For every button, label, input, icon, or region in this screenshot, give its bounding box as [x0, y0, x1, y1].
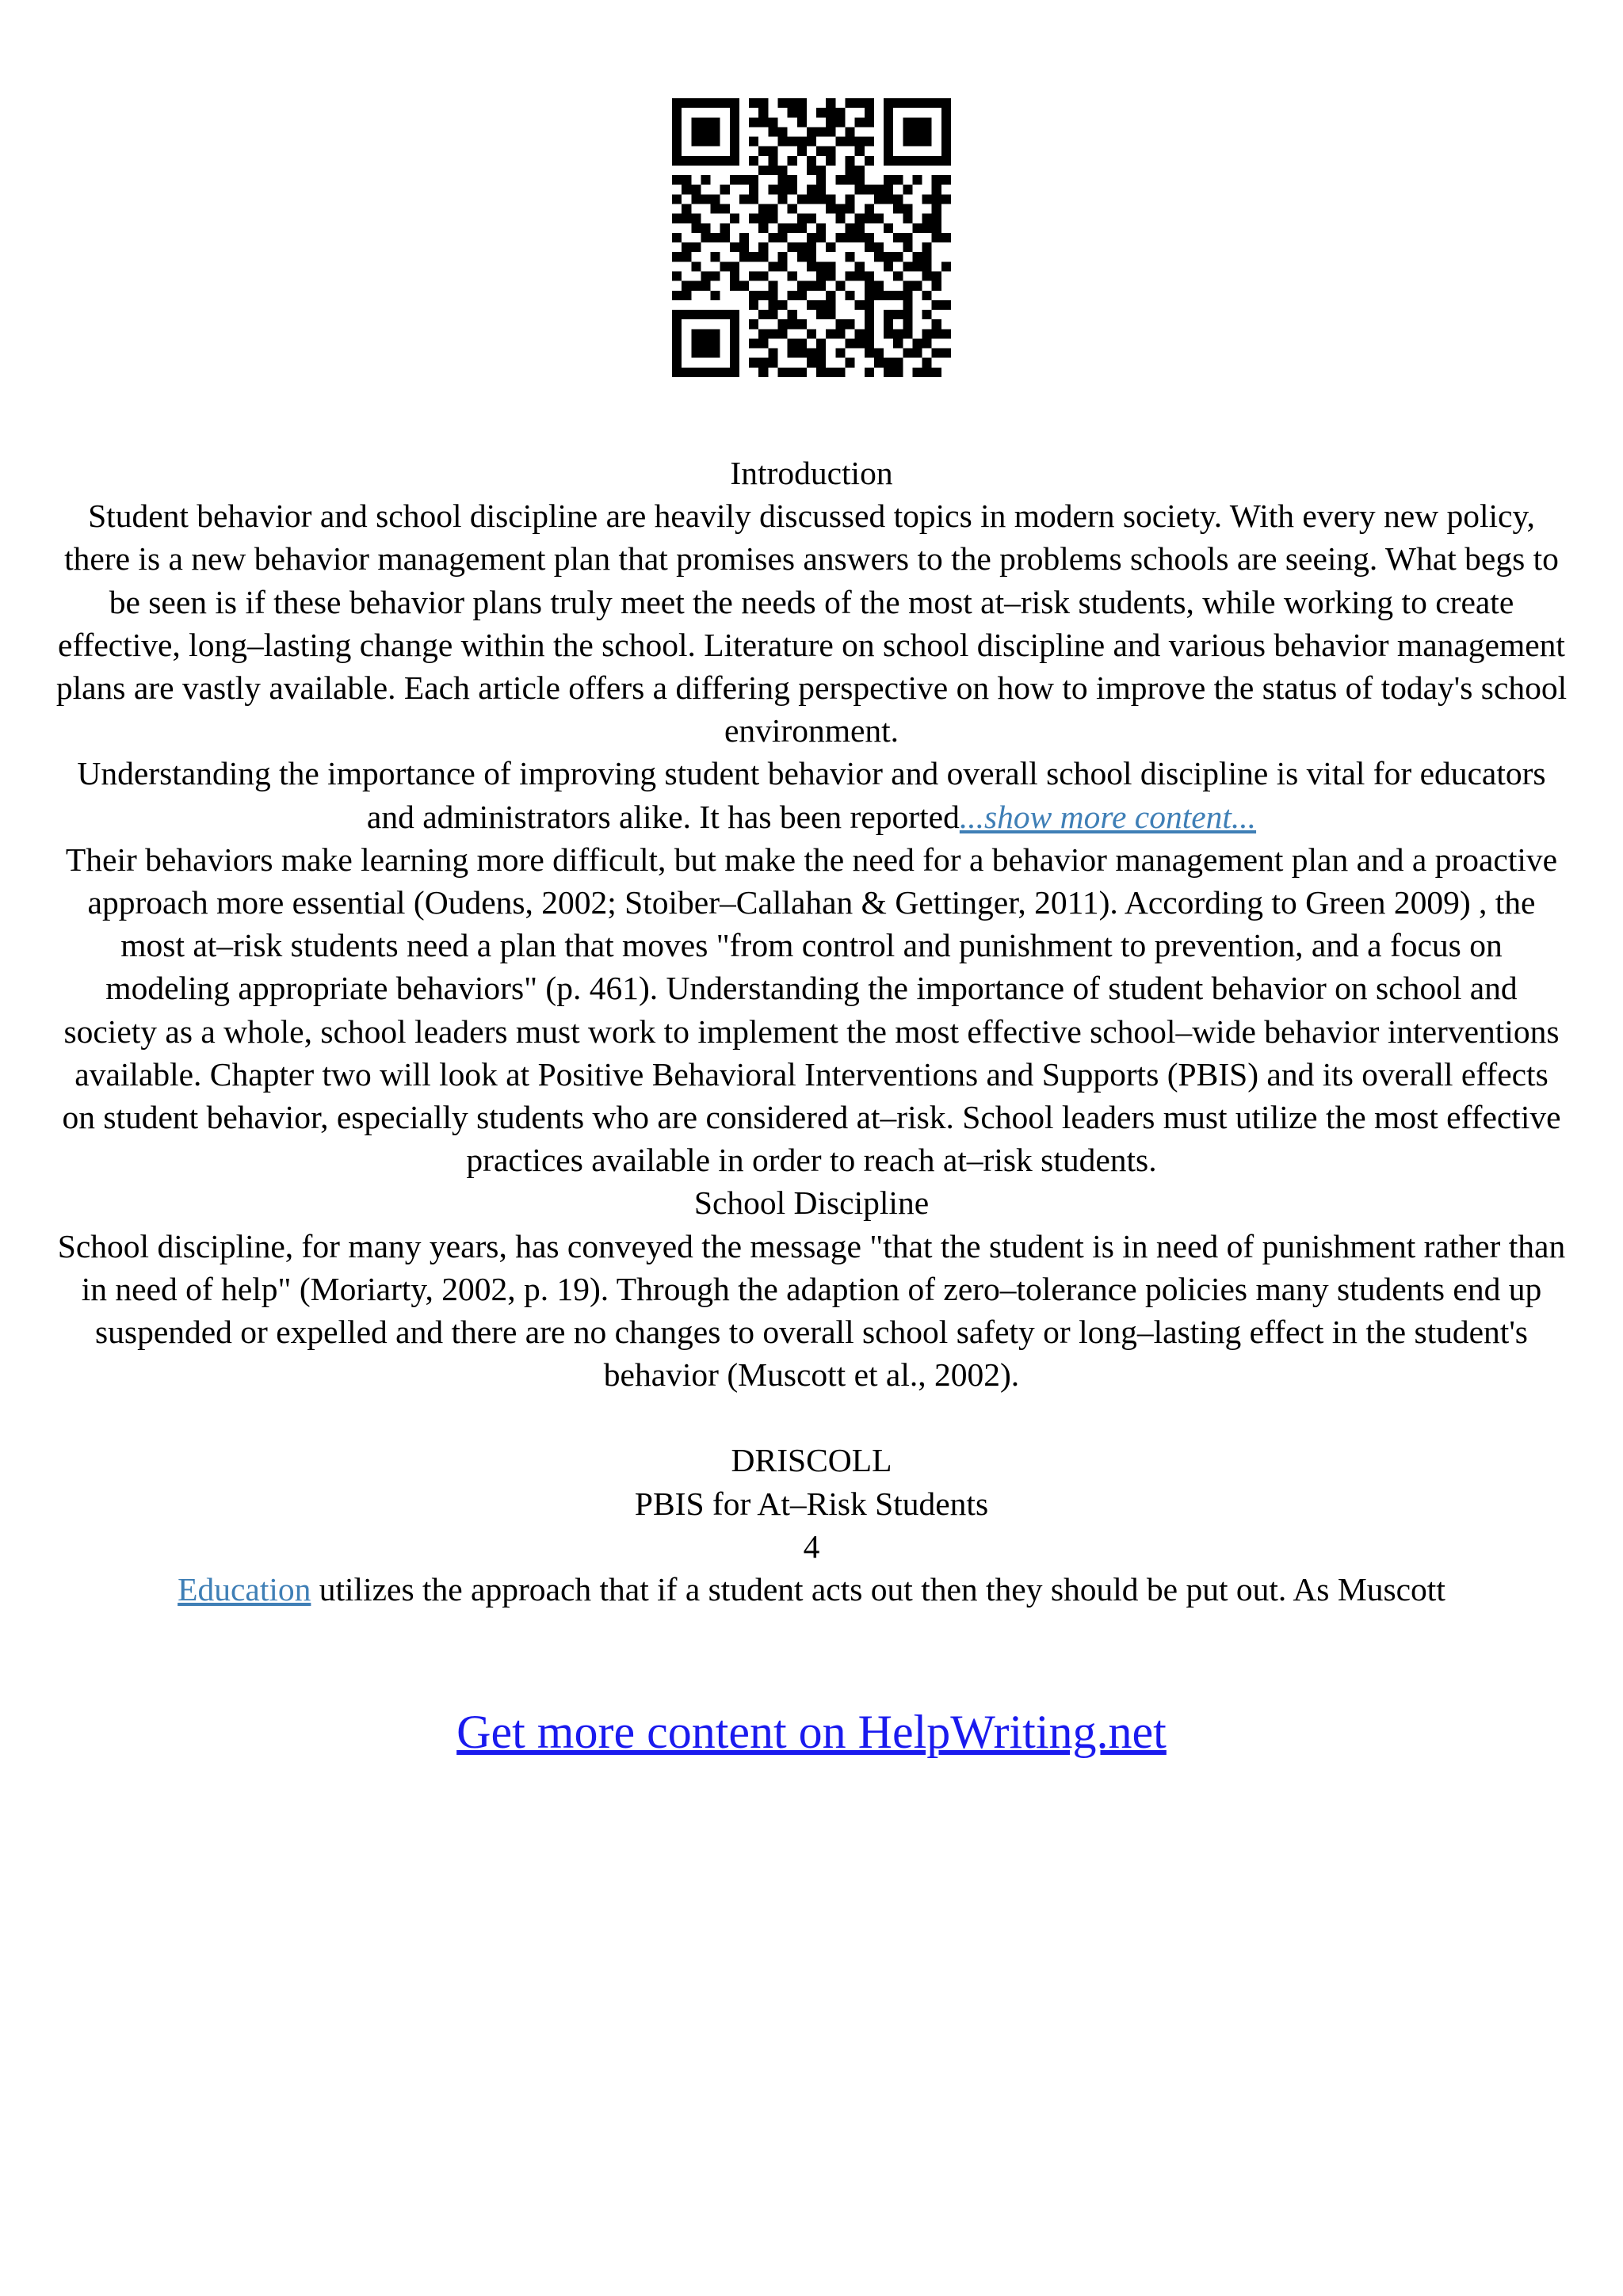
- discipline-heading: School Discipline: [693, 1184, 930, 1222]
- intro-paragraph-1: Student behavior and school discipline are heavily discussed topics in modern society. With every new policy, there is a new behavior management plan that promises answers to the problems schools are seeing. What begs to be seen is if these behavior plans truly meet the needs of the most at–risk students, while working to create effective, long–lasting change within the school. Literature on school discipline and various behavior management plans are vastly available. Each article offers a differing perspective on how to improve the status of today's school environment.: [55, 498, 1568, 749]
- qr-code-icon: [672, 98, 951, 377]
- discipline-paragraph: School discipline, for many years, has conveyed the message "that the student is in need of punishment rather than in need of help" (Moriarty, 2002, p. 19). Through the adaption of zero–tolerance policies many students end up suspended or expelled and there are no changes to overall school safety or long–lasting effect in the student's behavior (Muscott et al., 2002).: [57, 1227, 1566, 1394]
- show-more-link[interactable]: ...show more content...: [959, 798, 1257, 835]
- closing-paragraph: [55, 1568, 1568, 1611]
- intro-paragraph-2: [55, 752, 1568, 837]
- footer: [0, 1703, 1623, 1760]
- intro-paragraph-3: Their behaviors make learning more difficult, but make the need for a behavior management plan and a proactive approach more essential (Oudens, 2002; Stoiber–Callahan & Gettinger, 2011). According to Green 2009) , the most at–risk students need a plan that moves "from control and punishment to prevention, and a focus on modeling appropriate behaviors" (p. 461). Understanding the importance of student behavior on school and society as a whole, school leaders must work to implement the most effective school–wide behavior interventions available. Chapter two will look at Positive Behavioral Interventions and Supports (PBIS) and its overall effects on student behavior, especially students who are considered at–risk. School leaders must utilize the most effective practices available in order to reach at–risk students.: [62, 841, 1561, 1179]
- get-more-content-link[interactable]: Get more content on HelpWriting.net: [456, 1706, 1167, 1758]
- intro-heading: Introduction: [730, 455, 893, 491]
- running-head-author: DRISCOLL: [731, 1442, 892, 1479]
- running-head-title: PBIS for At–Risk Students: [634, 1485, 989, 1522]
- intro-paragraph-2-text: Understanding the importance of improving student behavior and overall school discipline is vital for educators and administrators alike. It has been reported: [77, 755, 1546, 835]
- page-number: 4: [803, 1527, 820, 1565]
- education-link[interactable]: Education: [178, 1571, 311, 1608]
- paragraph-gap: [55, 1396, 1568, 1439]
- closing-text: utilizes the approach that if a student acts out then they should be put out. As Muscott: [311, 1571, 1445, 1608]
- document-body: [55, 452, 1568, 1611]
- qr-code: [672, 98, 951, 377]
